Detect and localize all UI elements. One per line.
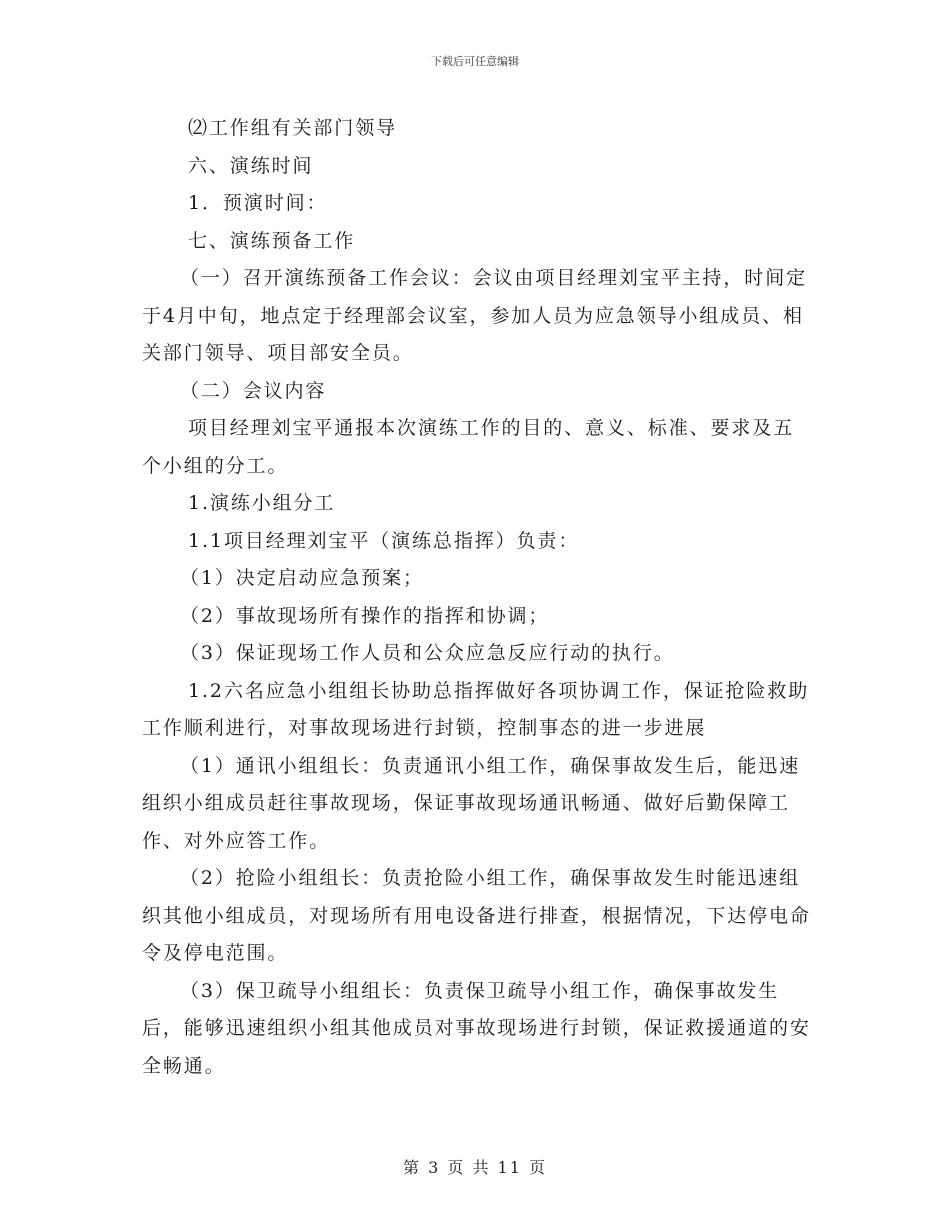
- section-heading: 七、演练预备工作: [188, 229, 356, 252]
- subsection-heading: （二）会议内容: [180, 379, 327, 402]
- paragraph: （一）召开演练预备工作会议：会议由项目经理刘宝平主持，时间定于4月中旬，地点定于经理部会议室，参加人员为应急领导小组成员、相关部门领导、项目部安全员。: [142, 267, 808, 364]
- page-footer: 第 3 页 共 11 页: [403, 1158, 547, 1177]
- paragraph: 1．预演时间：: [188, 192, 328, 214]
- paragraph: 1.2六名应急小组组长协助总指挥做好各项协调工作，保证抢险救助工作顺利进行，对事故现场进行封锁，控制事态的进一步进展: [142, 679, 810, 739]
- section-heading: 六、演练时间: [188, 154, 314, 177]
- list-item: （2）抢险小组组长：负责抢险小组工作，确保事故发生时能迅速组织其他小组成员，对现场所有用电设备进行排查，根据情况，下达停电命令及停电范围。: [142, 867, 811, 964]
- document-body: [142, 110, 812, 1085]
- list-item: （2）事故现场所有操作的指挥和协调；: [180, 604, 550, 627]
- list-item: （3）保证现场工作人员和公众应急反应行动的执行。: [180, 642, 675, 664]
- paragraph: 1.1项目经理刘宝平（演练总指挥）负责：: [188, 529, 580, 552]
- list-item: （1）通讯小组组长：负责通讯小组工作，确保事故发生后，能迅速组织小组成员赶往事故现场，保证事故现场通讯畅通、做好后勤保障工作、对外应答工作。: [142, 754, 801, 852]
- paragraph: 项目经理刘宝平通报本次演练工作的目的、意义、标准、要求及五个小组的分工。: [142, 417, 795, 477]
- list-item: （3）保卫疏导小组组长：负责保卫疏导小组工作，确保事故发生后，能够迅速组织小组其他成员对事故现场进行封锁，保证救援通道的安全畅通。: [142, 979, 811, 1077]
- page-header: 下载后可任意编辑: [431, 55, 519, 68]
- subsection-heading: 1.演练小组分工: [188, 492, 336, 514]
- list-item: （1）决定启动应急预案；: [180, 567, 424, 589]
- paragraph: ⑵工作组有关部门领导: [188, 117, 398, 139]
